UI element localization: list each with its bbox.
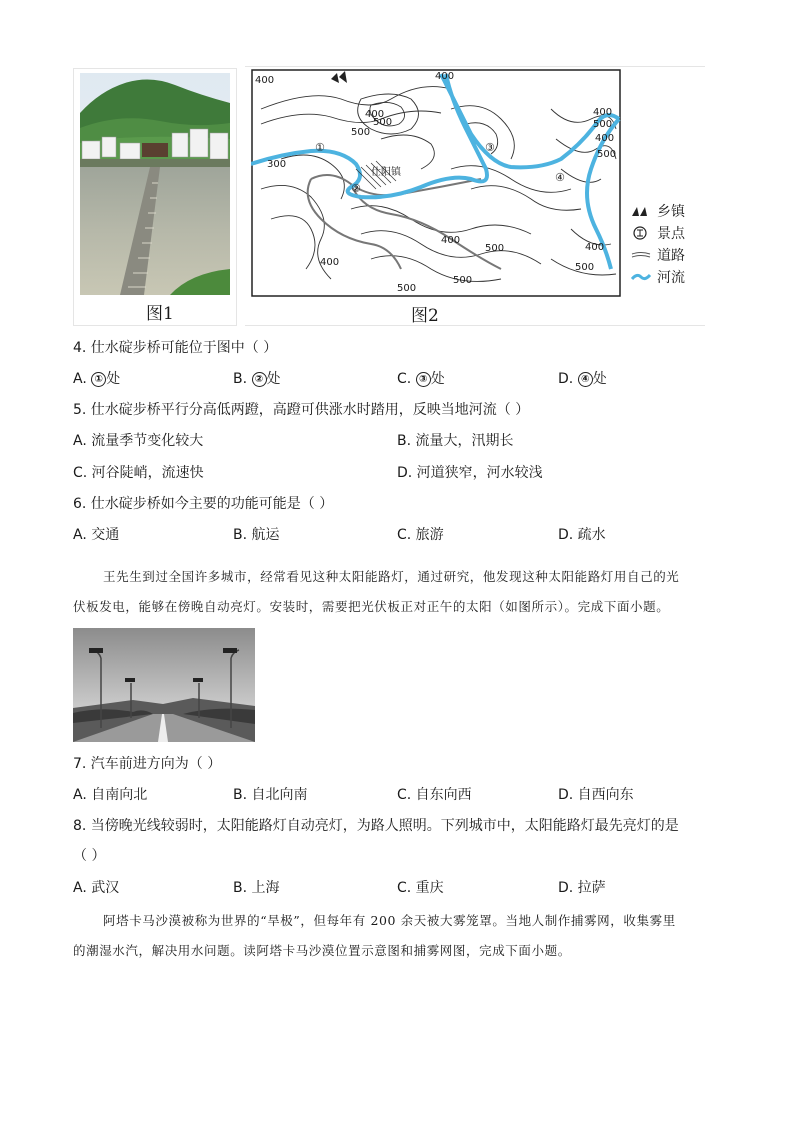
option-6b[interactable]: B. 航运 xyxy=(233,527,280,543)
contour-label: 500 xyxy=(397,283,417,294)
contour-map xyxy=(251,69,621,297)
figure-2-caption: 图2 xyxy=(411,306,439,326)
option-6d[interactable]: D. 疏水 xyxy=(558,527,606,543)
contour-label: 500 xyxy=(373,117,393,128)
contour-label: 400 xyxy=(435,71,455,82)
bridge-photo xyxy=(80,73,230,295)
option-5c[interactable]: C. 河谷陡峭，流速快 xyxy=(73,465,204,481)
option-6c[interactable]: C. 旅游 xyxy=(397,527,444,543)
figure-1-caption: 图1 xyxy=(146,304,174,324)
option-7a[interactable]: A. 自南向北 xyxy=(73,787,148,803)
contour-label: 500 xyxy=(593,119,613,130)
spot-marker-2: ② xyxy=(351,182,361,195)
option-4b[interactable]: B. ② 处 xyxy=(233,371,281,387)
question-8-stem-line-1: 8. 当傍晚光线较弱时，太阳能路灯自动亮灯，为路人照明。下列城市中，太阳能路灯最先亮灯的是 xyxy=(73,818,679,834)
option-4c[interactable]: C. ③ 处 xyxy=(397,371,445,387)
option-5d[interactable]: D. 河道狭窄，河水较浅 xyxy=(397,465,543,481)
option-7b[interactable]: B. 自北向南 xyxy=(233,787,308,803)
figure-2-frame xyxy=(245,66,705,326)
contour-label: 400 xyxy=(593,107,613,118)
option-7c[interactable]: C. 自东向西 xyxy=(397,787,472,803)
contour-label: 500 xyxy=(485,243,505,254)
spot-marker-1: ① xyxy=(315,141,325,154)
legend-item-town: 乡镇 xyxy=(631,201,701,223)
town-name: 仕阳镇 xyxy=(371,167,401,178)
map-legend xyxy=(631,201,701,289)
circled-1: ① xyxy=(91,372,106,387)
contour-label: 300 xyxy=(267,159,287,170)
contour-label: 400 xyxy=(365,109,385,120)
legend-item-river: 河流 xyxy=(631,267,701,289)
option-8d[interactable]: D. 拉萨 xyxy=(558,880,606,896)
circled-3: ③ xyxy=(416,372,431,387)
question-4-stem: 4. 仕水碇步桥可能位于图中（ ） xyxy=(73,340,278,356)
option-7d[interactable]: D. 自西向东 xyxy=(558,787,634,803)
contour-label: 500 xyxy=(351,127,371,138)
scenic-spot-icon xyxy=(631,226,651,240)
option-5b[interactable]: B. 流量大，汛期长 xyxy=(397,433,514,449)
town-icon xyxy=(631,205,651,217)
question-5-stem: 5. 仕水碇步桥平行分高低两蹬，高蹬可供涨水时踏用，反映当地河流（ ） xyxy=(73,402,530,418)
solar-streetlight-photo xyxy=(73,628,255,742)
option-4a[interactable]: A. ① 处 xyxy=(73,371,121,387)
road-icon xyxy=(631,249,651,261)
circled-2: ② xyxy=(252,372,267,387)
option-5a[interactable]: A. 流量季节变化较大 xyxy=(73,433,204,449)
question-7-stem: 7. 汽车前进方向为（ ） xyxy=(73,756,222,772)
contour-label: 400 xyxy=(320,257,340,268)
passage-1-line-2: 伏板发电，能够在傍晚自动亮灯。安装时，需要把光伏板正对正午的太阳（如图所示）。完成下面小题。 xyxy=(73,599,670,614)
option-4d[interactable]: D. ④ 处 xyxy=(558,371,607,387)
question-6-stem: 6. 仕水碇步桥如今主要的功能可能是（ ） xyxy=(73,496,334,512)
circled-4: ④ xyxy=(578,372,593,387)
contour-label: 400 xyxy=(595,133,615,144)
option-8c[interactable]: C. 重庆 xyxy=(397,880,444,896)
passage-1-line-1: 王先生到过全国许多城市，经常看见这种太阳能路灯，通过研究，他发现这种太阳能路灯用自己的光 xyxy=(103,569,680,584)
passage-2-line-2: 的潮湿水汽，解决用水问题。读阿塔卡马沙漠位置示意图和捕雾网图，完成下面小题。 xyxy=(73,943,571,958)
spot-marker-3: ③ xyxy=(485,141,495,154)
option-8b[interactable]: B. 上海 xyxy=(233,880,280,896)
spot-marker-4: ④ xyxy=(555,171,565,184)
passage-2-line-1: 阿塔卡马沙漠被称为世界的“旱极”，但每年有 200 余天被大雾笼罩。当地人制作捕雾网，收集雾里 xyxy=(103,913,676,928)
contour-label: 500 xyxy=(575,262,595,273)
contour-label: 500 xyxy=(597,149,617,160)
question-8-stem-line-2: （ ） xyxy=(73,848,106,864)
legend-item-scenic: 景点 xyxy=(631,223,701,245)
option-8a[interactable]: A. 武汉 xyxy=(73,880,120,896)
option-6a[interactable]: A. 交通 xyxy=(73,527,120,543)
river-icon xyxy=(631,271,651,283)
contour-label: 400 xyxy=(441,235,461,246)
contour-label: 400 xyxy=(585,242,605,253)
contour-label: 400 xyxy=(255,75,275,86)
figure-1-frame xyxy=(73,68,237,326)
contour-label: 500 xyxy=(453,275,473,286)
legend-item-road: 道路 xyxy=(631,245,701,267)
